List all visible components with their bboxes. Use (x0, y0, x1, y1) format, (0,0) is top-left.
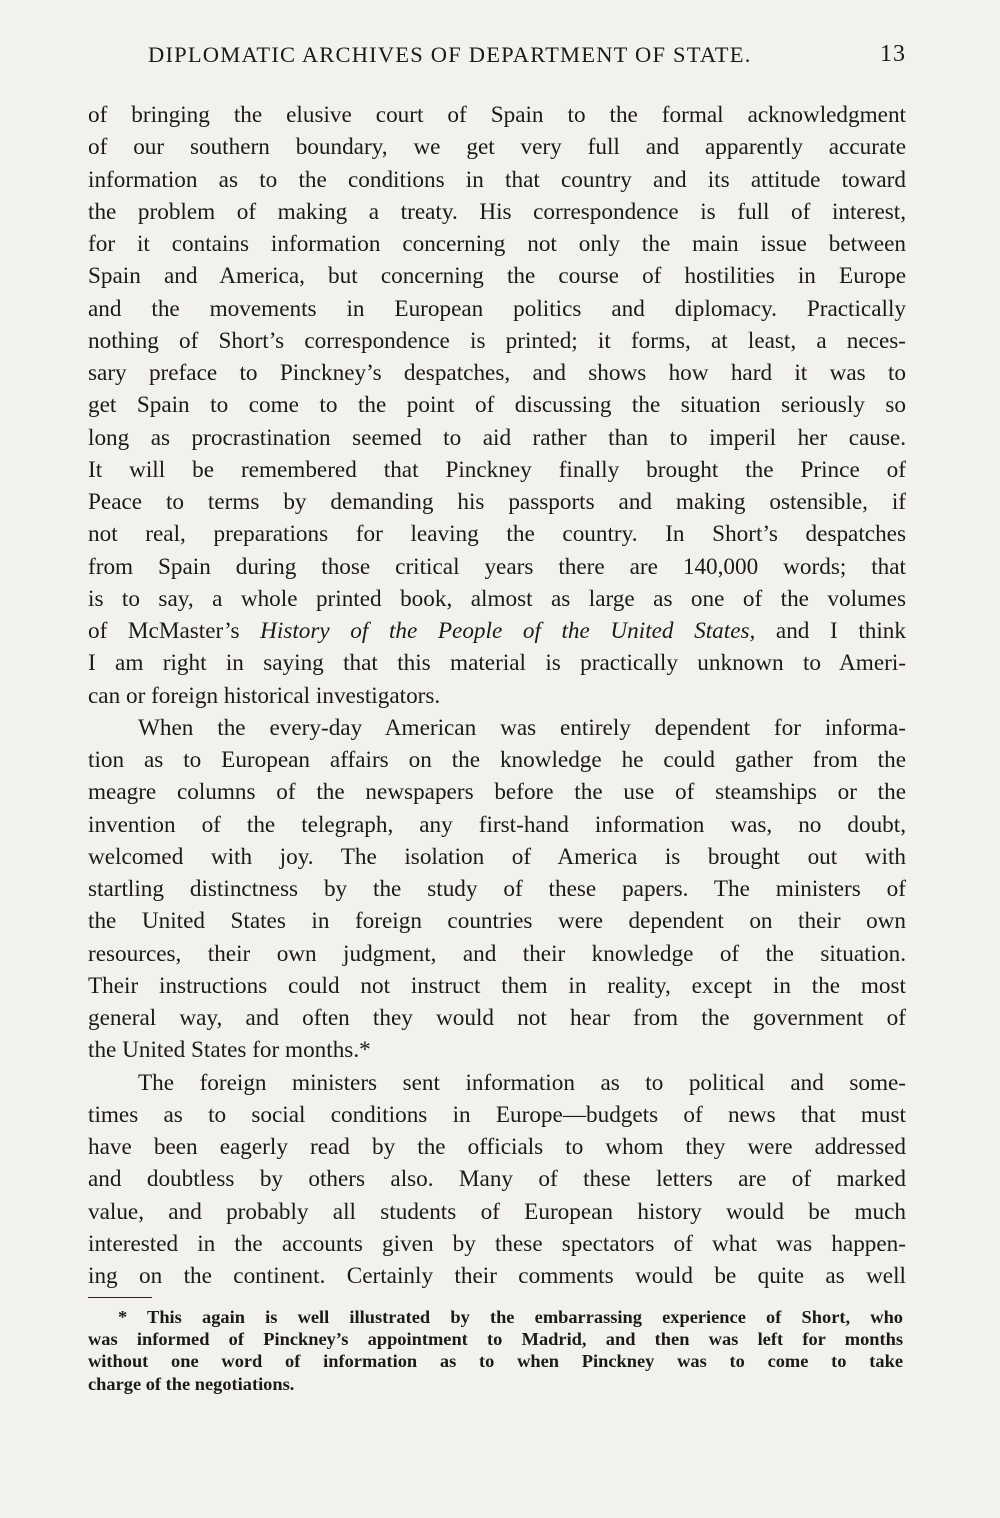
footnote-line: was informed of Pinckney’s appointment to Madrid, and then was left for months (88, 1329, 903, 1350)
text-line: information as to the conditions in that country and its attitude toward (88, 166, 906, 193)
text-line: and the movements in European politics and diplomacy. Practically (88, 295, 906, 322)
footnote (88, 1306, 903, 1395)
text-line: can or foreign historical investigators. (88, 682, 441, 709)
text-line: It will be remembered that Pinckney finally brought the Prince of (88, 456, 906, 483)
text-line: from Spain during those critical years there are 140,000 words; that (88, 553, 906, 580)
paragraph-start: When the every-day American was entirely dependent for informa- (138, 714, 906, 741)
text-line: and doubtless by others also. Many of these letters are of marked (88, 1166, 906, 1193)
text-line: welcomed with joy. The isolation of America is brought out with (88, 843, 906, 870)
text-line: Spain and America, but concerning the course of hostilities in Europe (88, 263, 906, 290)
text-line: startling distinctness by the study of these papers. The ministers of (88, 876, 906, 902)
text-line: interested in the accounts given by these spectators of what was happen- (88, 1230, 906, 1257)
text-line: I am right in saying that this material is practically unknown to Ameri- (88, 650, 906, 677)
text-line: the United States for months.* (88, 1037, 371, 1064)
text-line: the problem of making a treaty. His correspondence is full of interest, (88, 198, 906, 225)
text-segment: and I think (755, 618, 906, 644)
text-line: ing on the continent. Certainly their comments would be quite as well (88, 1263, 906, 1289)
text-line: Peace to terms by demanding his passports and making ostensible, if (88, 489, 906, 515)
footnote-divider (88, 1297, 152, 1298)
text-line: general way, and often they would not hear from the government of (88, 1005, 906, 1031)
text-line: for it contains information concerning not only the main issue between (88, 231, 906, 257)
text-line: the United States in foreign countries were dependent on their own (88, 908, 906, 935)
text-line-with-italic-title (88, 615, 906, 647)
text-line: Their instructions could not instruct them in reality, except in the most (88, 972, 906, 999)
text-line: not real, preparations for leaving the country. In Short’s despatches (88, 521, 906, 548)
text-line: nothing of Short’s correspondence is printed; it forms, at least, a neces- (88, 327, 906, 354)
text-line: get Spain to come to the point of discussing the situation seriously so (88, 392, 906, 419)
footnote-line: * This again is well illustrated by the embarrassing experience of Short, who (118, 1307, 903, 1327)
italic-book-title: History of the People of the United States, (260, 618, 756, 644)
paragraph-start: The foreign ministers sent information as to political and some- (138, 1069, 906, 1096)
text-line: times as to social conditions in Europe—budgets of news that must (88, 1101, 906, 1128)
text-line: tion as to European affairs on the knowledge he could gather from the (88, 747, 906, 773)
text-line: resources, their own judgment, and their knowledge of the situation. (88, 940, 906, 967)
running-head (88, 42, 906, 76)
body-text (88, 99, 906, 1292)
text-line: invention of the telegraph, any first-hand information was, no doubt, (88, 811, 906, 838)
text-line: of our southern boundary, we get very full and apparently accurate (88, 134, 906, 161)
text-line: sary preface to Pinckney’s despatches, and shows how hard it was to (88, 360, 906, 386)
text-line: is to say, a whole printed book, almost as large as one of the volumes (88, 585, 906, 612)
text-line: have been eagerly read by the officials to whom they were addressed (88, 1134, 906, 1160)
text-line: meagre columns of the newspapers before the use of steamships or the (88, 779, 906, 806)
footnote-line: charge of the negotiations. (88, 1373, 295, 1394)
text-line: value, and probably all students of European history would be much (88, 1198, 906, 1225)
page-number: 13 (880, 41, 906, 67)
text-line: of bringing the elusive court of Spain to the formal acknowledgment (88, 102, 906, 128)
running-title: DIPLOMATIC ARCHIVES OF DEPARTMENT OF STATE. (148, 42, 752, 67)
text-line: long as procrastination seemed to aid rather than to imperil her cause. (88, 424, 906, 451)
footnote-line: without one word of information as to when Pinckney was to come to take (88, 1351, 903, 1372)
text-segment: of McMaster’s (88, 618, 261, 644)
